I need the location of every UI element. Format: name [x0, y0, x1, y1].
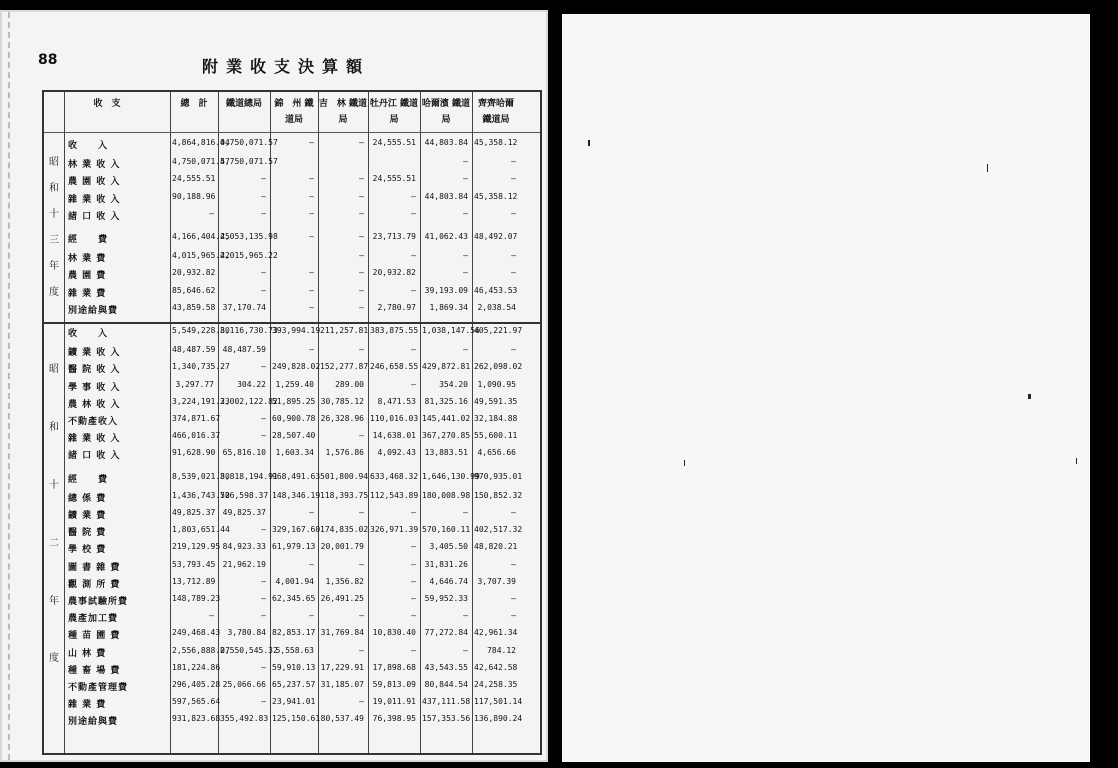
cell-value: 48,487.59 — [222, 345, 266, 355]
financial-table — [42, 90, 542, 755]
cell-value: 150,852.32 — [474, 490, 523, 500]
cell-value: 43,859.58 — [172, 302, 216, 312]
page-edge — [8, 12, 11, 760]
cell-value: — — [511, 594, 516, 603]
cell-value: 32,184.88 — [474, 414, 518, 423]
cell-value: 1,356.82 — [325, 576, 364, 586]
cell-value: — — [463, 345, 468, 355]
cell-value: — — [463, 611, 468, 621]
cell-value: 970,935.01 — [474, 471, 523, 481]
cell-value: 211,257.81 — [320, 326, 369, 335]
cell-value: — — [463, 174, 468, 184]
cell-value: 181,224.86 — [172, 662, 221, 672]
row-label: 農 林 收 入 — [68, 399, 121, 410]
row-label: 農 園 費 — [68, 271, 107, 282]
cell-value: — — [309, 508, 314, 517]
row-label: 醫 院 費 — [68, 528, 107, 539]
cell-value: — — [411, 251, 416, 261]
column-divider — [420, 92, 421, 753]
row-label: 雜 業 費 — [68, 288, 107, 299]
ink-speck — [987, 164, 988, 172]
cell-value: 24,555.51 — [372, 174, 416, 184]
cell-value: — — [309, 191, 314, 201]
cell-value: 148,789.23 — [172, 594, 221, 603]
cell-value: — — [411, 611, 416, 621]
cell-value: — — [359, 559, 364, 569]
cell-value: 1,869.34 — [429, 302, 468, 312]
era-label-char: 三 — [49, 234, 59, 246]
cell-value: 501,800.94 — [320, 471, 369, 481]
column-header: 鐵道總局 — [225, 99, 262, 109]
column-divider — [368, 92, 369, 753]
cell-value: — — [511, 268, 516, 278]
cell-value: — — [261, 576, 266, 586]
cell-value: 393,994.19 — [272, 326, 321, 335]
cell-value: 136,890.24 — [474, 714, 523, 724]
column-header: 哈爾濱 鐵道局 — [421, 99, 471, 125]
cell-value: 19,011.91 — [372, 697, 416, 707]
cell-value: 59,952.33 — [424, 594, 468, 603]
cell-value: 5,549,228.80 — [172, 326, 230, 335]
left-page — [0, 10, 548, 762]
column-header: 吉 林 鐵道局 — [318, 99, 368, 125]
row-label: 農產加工費 — [68, 614, 119, 625]
row-label: 種 苗 圃 費 — [68, 631, 121, 642]
cell-value: 3,297.77 — [175, 379, 214, 389]
cell-value: 1,038,147.56 — [422, 326, 480, 335]
row-label: 種 畜 場 費 — [68, 665, 121, 676]
cell-value: 1,803,651.44 — [172, 525, 230, 535]
cell-value: — — [411, 594, 416, 603]
cell-value: 3,818,194.91 — [220, 471, 278, 481]
cell-value: 45,358.12 — [474, 191, 518, 201]
cell-value: 570,160.11 — [422, 525, 471, 535]
cell-value: — — [309, 345, 314, 355]
cell-value: — — [309, 268, 314, 278]
cell-value: — — [411, 285, 416, 295]
cell-value: — — [359, 508, 364, 517]
cell-value: 1,646,130.99 — [422, 471, 480, 481]
cell-value: — — [511, 208, 516, 218]
era-label-char: 和 — [49, 182, 59, 194]
cell-value: — — [411, 645, 416, 655]
right-page — [562, 14, 1090, 762]
cell-value: 246,658.55 — [370, 362, 419, 372]
cell-value: 13,712.89 — [172, 576, 216, 586]
cell-value: — — [463, 157, 468, 167]
row-label: 不動產收入 — [68, 417, 119, 427]
cell-value: 65,237.57 — [272, 680, 316, 689]
era-label-char: 昭 — [49, 363, 59, 375]
cell-value: — — [309, 559, 314, 569]
cell-value: 289.00 — [335, 379, 364, 389]
cell-value: 4,092.43 — [377, 448, 416, 458]
cell-value: 304.22 — [237, 379, 266, 389]
row-label: 雜 業 費 — [68, 700, 107, 711]
cell-value: 145,441.02 — [422, 414, 471, 423]
cell-value: 3,002,122.82 — [220, 396, 278, 406]
cell-value: 2,550,545.32 — [220, 645, 278, 655]
cell-value: 174,835.02 — [320, 525, 369, 535]
cell-value: — — [309, 611, 314, 621]
row-label: 醫 院 收 入 — [68, 365, 121, 376]
cell-value: 355,492.83 — [220, 714, 269, 724]
row-label: 鑛 業 費 — [68, 511, 107, 521]
cell-value: 374,871.67 — [172, 414, 221, 423]
cell-value: — — [359, 174, 364, 184]
cell-value: — — [359, 268, 364, 278]
cell-value: 296,405.28 — [172, 680, 221, 689]
row-label: 農事試驗所費 — [68, 597, 129, 607]
cell-value: 117,501.14 — [474, 697, 523, 707]
cell-value: — — [411, 508, 416, 517]
cell-value: — — [411, 576, 416, 586]
cell-value: 5,558.63 — [275, 645, 314, 655]
cell-value: — — [511, 157, 516, 167]
cell-value: — — [261, 362, 266, 372]
ink-speck — [588, 140, 590, 146]
cell-value: 82,853.17 — [272, 628, 316, 638]
cell-value: 20,932.82 — [372, 268, 416, 278]
column-header: 總 計 — [180, 99, 208, 109]
cell-value: 8,471.53 — [377, 396, 416, 406]
cell-value: 8,539,021.80 — [172, 471, 230, 481]
cell-value: 466,016.37 — [172, 431, 221, 441]
cell-value: 45,358.12 — [474, 138, 518, 147]
cell-value: — — [463, 645, 468, 655]
cell-value: 726,598.37 — [220, 490, 269, 500]
cell-value: 60,900.78 — [272, 414, 316, 423]
cell-value: 148,346.19 — [272, 490, 321, 500]
cell-value: 2,556,888.07 — [172, 645, 230, 655]
cell-value: 59,813.09 — [372, 680, 416, 689]
cell-value: 24,555.51 — [172, 174, 216, 184]
cell-value: 76,398.95 — [372, 714, 416, 724]
cell-value: — — [309, 208, 314, 218]
cell-value: — — [359, 208, 364, 218]
page-title: 附業收支決算額 — [202, 57, 371, 76]
ink-speck — [1028, 394, 1031, 399]
cell-value: 51,895.25 — [272, 396, 316, 406]
cell-value: 1,576.86 — [325, 448, 364, 458]
cell-value: — — [261, 414, 266, 423]
cell-value: 46,453.53 — [474, 285, 518, 295]
cell-value: 49,591.35 — [474, 396, 518, 406]
row-label: 學 校 費 — [68, 545, 107, 556]
cell-value: — — [511, 559, 516, 569]
row-label: 諸 口 收 入 — [68, 211, 121, 222]
cell-value: 42,642.58 — [474, 662, 518, 672]
cell-value: 31,769.84 — [320, 628, 364, 638]
cell-value: 180,008.98 — [422, 490, 471, 500]
row-label: 圖 書 雜 費 — [68, 562, 121, 573]
cell-value: 77,272.84 — [424, 628, 468, 638]
cell-value: — — [261, 525, 266, 535]
cell-value: 49,825.37 — [172, 508, 216, 517]
cell-value: — — [261, 285, 266, 295]
cell-value: 1,090.95 — [477, 379, 516, 389]
cell-value: 20,001.79 — [320, 542, 364, 552]
cell-value: — — [261, 208, 266, 218]
cell-value: 4,015,965.22 — [172, 251, 230, 261]
cell-value: 14,638.01 — [372, 431, 416, 441]
cell-value: 2,780.97 — [377, 302, 416, 312]
cell-value: 1,259.40 — [275, 379, 314, 389]
cell-value: — — [309, 302, 314, 312]
cell-value: 26,328.96 — [320, 414, 364, 423]
cell-value: 90,188.96 — [172, 191, 216, 201]
cell-value: 326,971.39 — [370, 525, 419, 535]
cell-value: 25,066.66 — [222, 680, 266, 689]
cell-value: 80,844.54 — [424, 680, 468, 689]
cell-value: — — [411, 542, 416, 552]
cell-value: 80,537.49 — [320, 714, 364, 724]
cell-value: 48,820.21 — [474, 542, 518, 552]
cell-value: — — [359, 232, 364, 241]
cell-value: — — [411, 379, 416, 389]
cell-value: 4,646.74 — [429, 576, 468, 586]
cell-value: 249,468.43 — [172, 628, 221, 638]
cell-value: 44,803.84 — [424, 191, 468, 201]
column-divider — [170, 92, 171, 753]
column-header: 牡丹江 鐵道局 — [369, 99, 419, 125]
row-label: 觀 測 所 費 — [68, 579, 121, 590]
cell-value: 43,543.55 — [424, 662, 468, 672]
cell-value: 4,001.94 — [275, 576, 314, 586]
cell-value: 49,825.37 — [222, 508, 266, 517]
column-divider — [64, 92, 65, 753]
cell-value: — — [463, 208, 468, 218]
column-header: 錦 州 鐵道局 — [274, 99, 314, 125]
cell-value: — — [511, 174, 516, 184]
cell-value: 48,487.59 — [172, 345, 216, 355]
cell-value: 4,166,404.25 — [172, 232, 230, 241]
row-label: 林 業 收 入 — [68, 160, 121, 171]
cell-value: 219,129.95 — [172, 542, 221, 552]
row-label: 學 事 收 入 — [68, 382, 121, 393]
cell-value: — — [511, 345, 516, 355]
cell-value: 4,015,965.22 — [220, 251, 278, 261]
cell-value: 13,883.51 — [424, 448, 468, 458]
cell-value: 61,979.13 — [272, 542, 316, 552]
cell-value: 3,707.39 — [477, 576, 516, 586]
cell-value: 4,053,135.98 — [220, 232, 278, 241]
cell-value: — — [463, 508, 468, 517]
era-label-char: 昭 — [49, 156, 59, 168]
cell-value: 329,167.60 — [272, 525, 321, 535]
ink-speck — [1076, 458, 1077, 464]
cell-value: 23,713.79 — [372, 232, 416, 241]
cell-value: 931,823.68 — [172, 714, 221, 724]
cell-value: 39,193.09 — [424, 285, 468, 295]
cell-value: 1,340,735.27 — [172, 362, 230, 372]
cell-value: — — [261, 697, 266, 707]
cell-value: 112,543.89 — [370, 490, 419, 500]
cell-value: — — [209, 611, 214, 621]
cell-value: 968,491.63 — [272, 471, 321, 481]
cell-value: — — [359, 251, 364, 261]
cell-value: 262,098.02 — [474, 362, 523, 372]
row-label: 別途給與費 — [68, 305, 119, 316]
cell-value: 53,793.45 — [172, 559, 216, 569]
cell-value: 383,875.55 — [370, 326, 419, 335]
cell-value: — — [261, 431, 266, 441]
row-label: 農 園 收 入 — [68, 177, 121, 188]
cell-value: 405,221.97 — [474, 326, 523, 335]
cell-value: — — [359, 345, 364, 355]
cell-value: 437,111.58 — [422, 697, 471, 707]
cell-value: — — [309, 138, 314, 147]
cell-value: — — [411, 208, 416, 218]
cell-value: 42,961.34 — [474, 628, 518, 638]
cell-value: — — [261, 662, 266, 672]
row-label: 不動產管理費 — [68, 683, 129, 693]
cell-value: 81,325.16 — [424, 396, 468, 406]
cell-value: 3,780.84 — [227, 628, 266, 638]
cell-value: 1,603.34 — [275, 448, 314, 458]
cell-value: 28,507.40 — [272, 431, 316, 441]
cell-value: — — [261, 191, 266, 201]
cell-value: — — [359, 645, 364, 655]
cell-value: — — [261, 611, 266, 621]
cell-value: 44,803.84 — [424, 138, 468, 147]
cell-value: 249,828.02 — [272, 362, 321, 372]
cell-value: 17,229.91 — [320, 662, 364, 672]
cell-value: 31,185.07 — [320, 680, 364, 689]
cell-value: 110,016.03 — [370, 414, 419, 423]
cell-value: 152,277.87 — [320, 362, 369, 372]
page-number: 88 — [38, 52, 58, 68]
cell-value: — — [309, 285, 314, 295]
cell-value: 4,864,816.04 — [172, 138, 230, 147]
cell-value: 37,170.74 — [222, 302, 266, 312]
cell-value: — — [261, 268, 266, 278]
cell-value: — — [511, 251, 516, 261]
cell-value: 17,898.68 — [372, 662, 416, 672]
row-label: 雜 業 收 入 — [68, 194, 121, 205]
cell-value: — — [261, 174, 266, 184]
row-label: 經 費 — [68, 474, 109, 485]
cell-value: 4,750,071.57 — [220, 138, 278, 147]
cell-value: — — [511, 611, 516, 621]
cell-value: 30,785.12 — [320, 396, 364, 406]
cell-value: 3,224,191.23 — [172, 396, 230, 406]
cell-value: 23,941.01 — [272, 697, 316, 707]
cell-value: 4,656.66 — [477, 448, 516, 458]
era-label-char: 年 — [49, 260, 59, 272]
cell-value: 84,923.33 — [222, 542, 266, 552]
cell-value: 3,116,730.73 — [220, 326, 278, 335]
era-label-char: 十 — [49, 479, 59, 491]
cell-value: 157,353.56 — [422, 714, 471, 724]
column-header: 齊齊哈爾 鐵道局 — [477, 99, 514, 125]
cell-value: — — [511, 508, 516, 517]
column-header: 收 支 — [93, 99, 121, 109]
cell-value: 24,258.35 — [474, 680, 518, 689]
cell-value: 2,038.54 — [477, 302, 516, 312]
era-label-char: 年 — [49, 595, 59, 607]
cell-value: 10,830.40 — [372, 628, 416, 638]
cell-value: — — [463, 268, 468, 278]
cell-value: 31,831.26 — [424, 559, 468, 569]
cell-value: — — [359, 697, 364, 707]
cell-value: 1,436,743.50 — [172, 490, 230, 500]
era-label-char: 十 — [49, 208, 59, 220]
row-label: 鑛 業 收 入 — [68, 348, 121, 359]
cell-value: 354.20 — [439, 379, 468, 389]
row-label: 收 入 — [68, 141, 109, 151]
row-label: 諸 口 收 入 — [68, 451, 121, 462]
cell-value: 118,393.75 — [320, 490, 369, 500]
cell-value: — — [359, 285, 364, 295]
row-label: 收 入 — [68, 329, 109, 339]
cell-value: 26,491.25 — [320, 594, 364, 603]
cell-value: — — [359, 138, 364, 147]
cell-value: — — [261, 594, 266, 603]
cell-value: 402,517.32 — [474, 525, 523, 535]
cell-value: 55,600.11 — [474, 431, 518, 441]
header-rule — [44, 132, 540, 133]
cell-value: 59,910.13 — [272, 662, 316, 672]
cell-value: — — [359, 302, 364, 312]
cell-value: 41,062.43 — [424, 232, 468, 241]
cell-value: — — [411, 559, 416, 569]
section-rule — [44, 322, 540, 324]
ink-speck — [684, 460, 685, 466]
row-label: 林 業 費 — [68, 254, 107, 265]
cell-value: 48,492.07 — [474, 232, 518, 241]
cell-value: 91,628.90 — [172, 448, 216, 458]
cell-value: — — [411, 345, 416, 355]
row-label: 別途給與費 — [68, 717, 119, 728]
cell-value: — — [463, 251, 468, 261]
cell-value: 3,405.50 — [429, 542, 468, 552]
cell-value: 429,872.81 — [422, 362, 471, 372]
era-label-char: 度 — [49, 286, 59, 298]
cell-value: — — [309, 174, 314, 184]
cell-value: 62,345.65 — [272, 594, 316, 603]
era-label-char: 二 — [49, 537, 59, 549]
cell-value: 85,646.62 — [172, 285, 216, 295]
row-label: 雜 業 收 入 — [68, 434, 121, 445]
cell-value: — — [359, 191, 364, 201]
row-label: 經 費 — [68, 235, 109, 245]
cell-value: 21,962.19 — [222, 559, 266, 569]
row-label: 山 林 費 — [68, 648, 107, 659]
cell-value: 367,270.85 — [422, 431, 471, 441]
cell-value: 24,555.51 — [372, 138, 416, 147]
cell-value: 65,816.10 — [222, 448, 266, 458]
cell-value: 4,750,071.57 — [172, 157, 230, 167]
column-divider — [472, 92, 473, 753]
row-label: 總 係 費 — [68, 493, 107, 504]
cell-value: 784.12 — [487, 645, 516, 655]
cell-value: 20,932.82 — [172, 268, 216, 278]
cell-value: — — [359, 431, 364, 441]
cell-value: 4,750,071.57 — [220, 157, 278, 167]
cell-value: — — [209, 208, 214, 218]
cell-value: — — [359, 611, 364, 621]
era-label-char: 和 — [49, 421, 59, 433]
cell-value: — — [309, 232, 314, 241]
era-label-char: 度 — [49, 653, 59, 665]
cell-value: 597,565.64 — [172, 697, 221, 707]
cell-value: 633,468.32 — [370, 471, 419, 481]
cell-value: — — [411, 191, 416, 201]
column-divider — [318, 92, 319, 753]
cell-value: 125,150.61 — [272, 714, 321, 724]
